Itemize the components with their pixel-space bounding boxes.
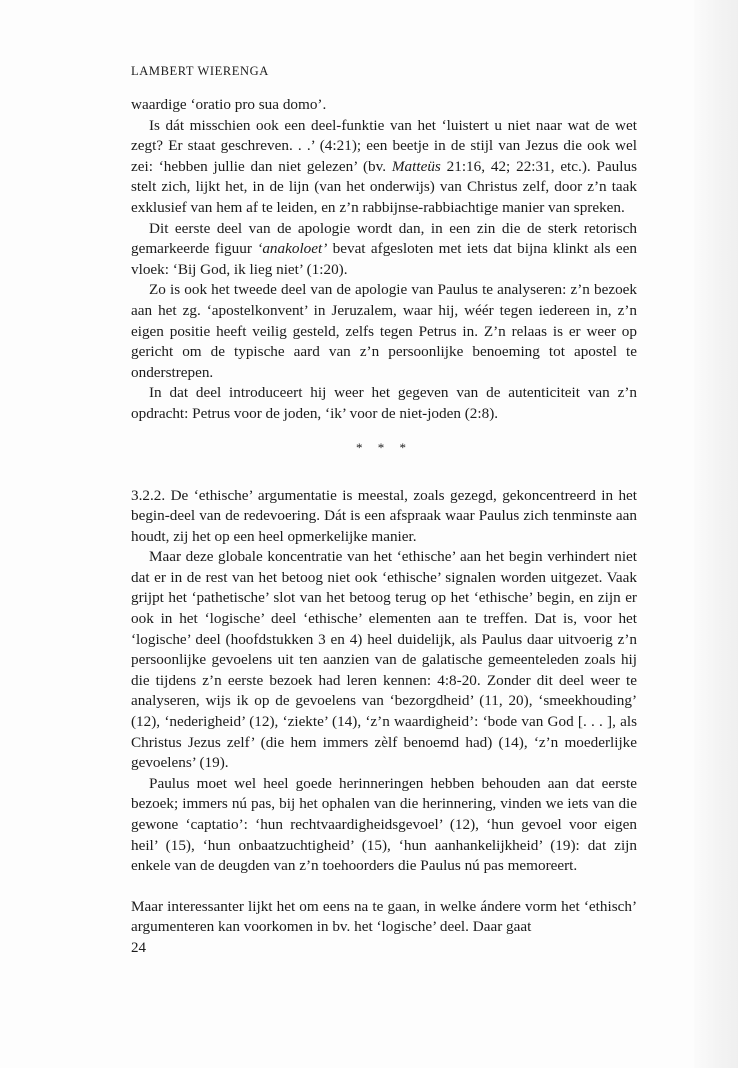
paragraph-eerste-deel xyxy=(131,219,637,281)
paragraph-section-3-2-2: 3.2.2. De ‘ethische’ argumentatie is meestal, zoals gezegd, gekoncentreerd in het begin-deel van de redevoering. Dát is een afspraak waar Paulus zich tenminste aan houdt, zij het op een heel opmerkelijke manier. xyxy=(131,486,637,545)
running-head: LAMBERT WIERENGA xyxy=(131,64,269,78)
body-text xyxy=(131,95,637,938)
italic-matteus: Matteüs xyxy=(391,157,441,175)
section-separator: * * * xyxy=(356,439,412,455)
paragraph-globale-koncentratie: Maar deze globale koncentratie van het ‘ethische’ aan het begin verhindert niet dat er in de rest van het betoog niet ook ‘ethische’ signalen worden uitgezet. Vaak grijpt het ‘pathetische’ slot van het betoog terug op het ‘ethische’ begin, en zijn er ook in het ‘logische’ deel ‘ethische’ elementen aan te treffen. Dat is, voor het ‘logische’ deel (hoofdstukken 3 en 4) heel duidelijk, als Paulus daar uitvoerig z’n persoonlijke gevoelens uit ten aanzien van de galatische gemeenteleden zoals hij die tijdens z’n eerste bezoek had leren kennen: 4:8-20. Zonder dit deel weer te analyseren, wijs ik op de gevoelens van ‘bezorgdheid’ (11, 20), ‘smeekhouding’ (12), ‘nederigheid’ (12), ‘ziekte’ (14), ‘z’n waardigheid’: ‘bode van God [. . . ], als Christus Jezus zelf’ (die hem immers zèlf benoemd had) (14), ‘z’n moederlijke gevoelens’ (19). xyxy=(131,548,637,772)
paragraph-text: Dit eerste deel van de apologie wordt dan, in een zin die de sterk retorisch gemarkeerde figuur xyxy=(131,219,637,258)
paragraph-deel-funktie xyxy=(131,116,637,219)
paragraph-tweede-deel: Zo is ook het tweede deel van de apologie van Paulus te analyseren: z’n bezoek aan het zg. ‘apostelkonvent’ in Jeruzalem, waar hij, wéér tegen iedereen in, z’n eigen positie heeft veilig gesteld, zelfs tegen Petrus in. Z’n relaas is er weer op gericht om de typische aard van z’n persoonlijke benoeming tot apostel te onderstrepen. xyxy=(131,281,637,381)
paragraph-text: 21:16, 42; 22:31, etc.). Paulus stelt zich, lijkt het, in de lijn (van het onderwijs) van Christus zelf, door z’n taak exklusief van hem af te leiden, en z’n rabbijnse-rabbiachtige manier van spreken. xyxy=(131,157,637,216)
paragraph-herinneringen: Paulus moet wel heel goede herinneringen hebben behouden aan dat eerste bezoek; immers nú pas, bij het ophalen van die herinnering, vinden we iets van die gewone ‘captatio’: ‘hun rechtvaardigheidsgevoel’ (12), ‘hun gevoel voor eigen heil’ (15), ‘hun onbaatzuchtigheid’ (15), ‘hun aanhankelijkheid’ (19): dat zijn enkele van de deugden van z’n toehoorders die Paulus nú pas memoreert. xyxy=(131,774,637,875)
scan-edge-shadow xyxy=(694,0,738,1068)
paragraph-text: bevat afgesloten met iets dat bijna klinkt als een vloek: ‘Bij God, ik lieg niet’ (1:20). xyxy=(131,240,638,278)
paragraph-continuation: waardige ‘oratio pro sua domo’. xyxy=(131,96,327,113)
paragraph-interessanter: Maar interessanter lijkt het om eens na te gaan, in welke ándere vorm het ‘ethisch’ argumenteren kan voorkomen in bv. het ‘logische’ deel. Daar gaat xyxy=(131,897,637,936)
paragraph-text: Is dát misschien ook een deel-funktie van het ‘luistert u niet naar wat de wet zegt? Er staat geschreven. . .’ (4:21); een beetje in de stijl van Jezus die ook wel zei: ‘hebben jullie dan niet gelezen’ (bv. xyxy=(131,116,637,175)
page-number: 24 xyxy=(131,940,146,956)
italic-anakoloet: ‘anakoloet’ xyxy=(257,240,328,258)
paragraph-autenticiteit: In dat deel introduceert hij weer het gegeven van de autenticiteit van z’n opdracht: Petrus voor de joden, ‘ik’ voor de niet-joden (2:8). xyxy=(131,384,637,422)
